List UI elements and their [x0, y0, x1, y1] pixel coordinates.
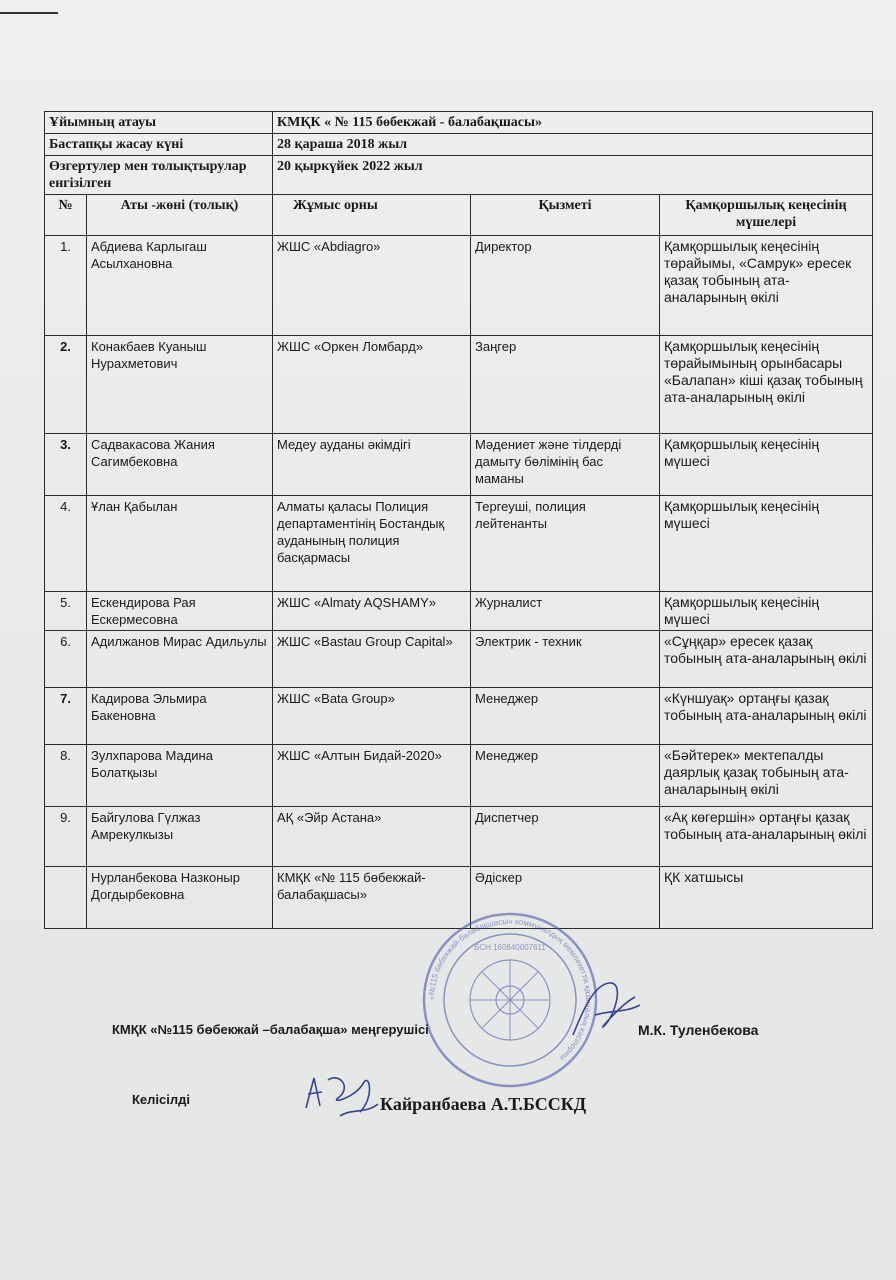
member-role: Қамқоршылық кеңесінің мүшесі [660, 592, 873, 631]
col-header-work: Жұмыс орны [273, 195, 471, 236]
member-role: «Ақ көгершін» ортаңғы қазақ тобының ата-аналарының өкілі [660, 807, 873, 867]
member-position: Электрик - техник [471, 631, 660, 688]
row-number: 6. [45, 631, 87, 688]
row-number: 5. [45, 592, 87, 631]
member-role: «Сұңқар» ересек қазақ тобының ата-аналарының өкілі [660, 631, 873, 688]
start-value: 28 қараша 2018 жыл [273, 134, 873, 156]
row-number: 4. [45, 496, 87, 592]
table-row [45, 236, 873, 336]
member-workplace: ЖШС «Оркен Ломбард» [273, 336, 471, 434]
member-name: Кадирова Эльмира Бакеновна [87, 688, 273, 745]
member-role: Қамқоршылық кеңесінің төрайымы, «Самрук» ересек қазақ тобының ата-аналарының өкілі [660, 236, 873, 336]
changes-row [45, 156, 873, 195]
member-name: Зулхпарова Мадина Болатқызы [87, 745, 273, 807]
org-label: Ұйымның атауы [45, 112, 273, 134]
member-workplace: Алматы қаласы Полиция департаментінің Бостандық ауданының полиция басқармасы [273, 496, 471, 592]
row-number: 3. [45, 434, 87, 496]
agreed-label: Келісілді [132, 1092, 190, 1107]
table-row [45, 336, 873, 434]
head-signature [565, 975, 645, 1045]
member-name: Садвакасова Жания Сагимбековна [87, 434, 273, 496]
member-name: Конакбаев Куаныш Нурахметович [87, 336, 273, 434]
member-name: Нурланбекова Назконыр Догдырбековна [87, 867, 273, 929]
member-position: Менеджер [471, 745, 660, 807]
member-rows [45, 236, 873, 929]
member-name: Ескендирова Рая Ескермесовна [87, 592, 273, 631]
member-name: Абдиева Карлыгаш Асылхановна [87, 236, 273, 336]
member-workplace: ЖШС «Bastau Group Capital» [273, 631, 471, 688]
member-position: Заңгер [471, 336, 660, 434]
member-workplace: ЖШС «Алтын Бидай-2020» [273, 745, 471, 807]
row-number [45, 867, 87, 929]
member-position: Менеджер [471, 688, 660, 745]
start-label: Бастапқы жасау күні [45, 134, 273, 156]
org-value: КМҚК « № 115 бөбекжай - балабақшасы» [273, 112, 873, 134]
member-position: Тергеуші, полиция лейтенанты [471, 496, 660, 592]
member-role: Қамқоршылық кеңесінің төрайымының орынбасары «Балапан» кіші қазақ тобының ата-аналарының өкілі [660, 336, 873, 434]
head-title: КМҚК «№115 бөбекжай –балабақша» меңгерушісі [112, 1022, 429, 1037]
member-role: Қамқоршылық кеңесінің мүшесі [660, 496, 873, 592]
table-row [45, 807, 873, 867]
row-number: 7. [45, 688, 87, 745]
member-workplace: ЖШС «Bata Group» [273, 688, 471, 745]
member-role: Қамқоршылық кеңесінің мүшесі [660, 434, 873, 496]
member-position: Мәдениет және тілдерді дамыту бөлімінің бас маманы [471, 434, 660, 496]
member-position: Әдіскер [471, 867, 660, 929]
table-row [45, 631, 873, 688]
org-row [45, 112, 873, 134]
row-number: 2. [45, 336, 87, 434]
agreed-signature [300, 1068, 382, 1124]
table-row [45, 496, 873, 592]
changes-label: Өзгертулер мен толықтырулар енгізілген [45, 156, 273, 195]
stamp-bin: БСН 160840007611 [474, 943, 546, 952]
member-position: Журналист [471, 592, 660, 631]
col-header-role: Қамқоршылық кеңесінің мүшелері [660, 195, 873, 236]
member-workplace: ЖШС «Almaty AQSHAMY» [273, 592, 471, 631]
row-number: 1. [45, 236, 87, 336]
column-header-row [45, 195, 873, 236]
top-rule [0, 12, 58, 14]
member-name: Байгулова Гүлжаз Амрекулкызы [87, 807, 273, 867]
member-role: «Күншуақ» ортаңғы қазақ тобының ата-аналарының өкілі [660, 688, 873, 745]
table-row [45, 592, 873, 631]
member-workplace: Медеу ауданы әкімдігі [273, 434, 471, 496]
member-role: «Бәйтерек» мектепалды даярлық қазақ тобының ата-аналарының өкілі [660, 745, 873, 807]
member-name: Ұлан Қабылан [87, 496, 273, 592]
col-header-num: № [45, 195, 87, 236]
col-header-name: Аты -жөні (толық) [87, 195, 273, 236]
changes-value: 20 қыркүйек 2022 жыл [273, 156, 873, 195]
member-position: Диспетчер [471, 807, 660, 867]
row-number: 9. [45, 807, 87, 867]
member-role: ҚК хатшысы [660, 867, 873, 929]
member-position: Директор [471, 236, 660, 336]
agreed-name: Кайранбаева А.Т.БССКД [380, 1094, 587, 1114]
table-row [45, 434, 873, 496]
member-workplace: АҚ «Эйр Астана» [273, 807, 471, 867]
member-name: Адилжанов Мирас Адильулы [87, 631, 273, 688]
member-workplace: ЖШС «Abdiagro» [273, 236, 471, 336]
table-row [45, 688, 873, 745]
row-number: 8. [45, 745, 87, 807]
head-name: М.К. Туленбекова [638, 1022, 759, 1038]
table-row [45, 745, 873, 807]
member-workplace: КМҚК «№ 115 бөбекжай-балабақшасы» [273, 867, 471, 929]
col-header-position: Қызметі [471, 195, 660, 236]
council-table [44, 111, 873, 929]
start-date-row [45, 134, 873, 156]
stamp-ring-text: «№115 бөбекжай-балабақшасы» коммуналдық мемлекеттік қазыналық кәсіпорны [426, 916, 594, 1063]
